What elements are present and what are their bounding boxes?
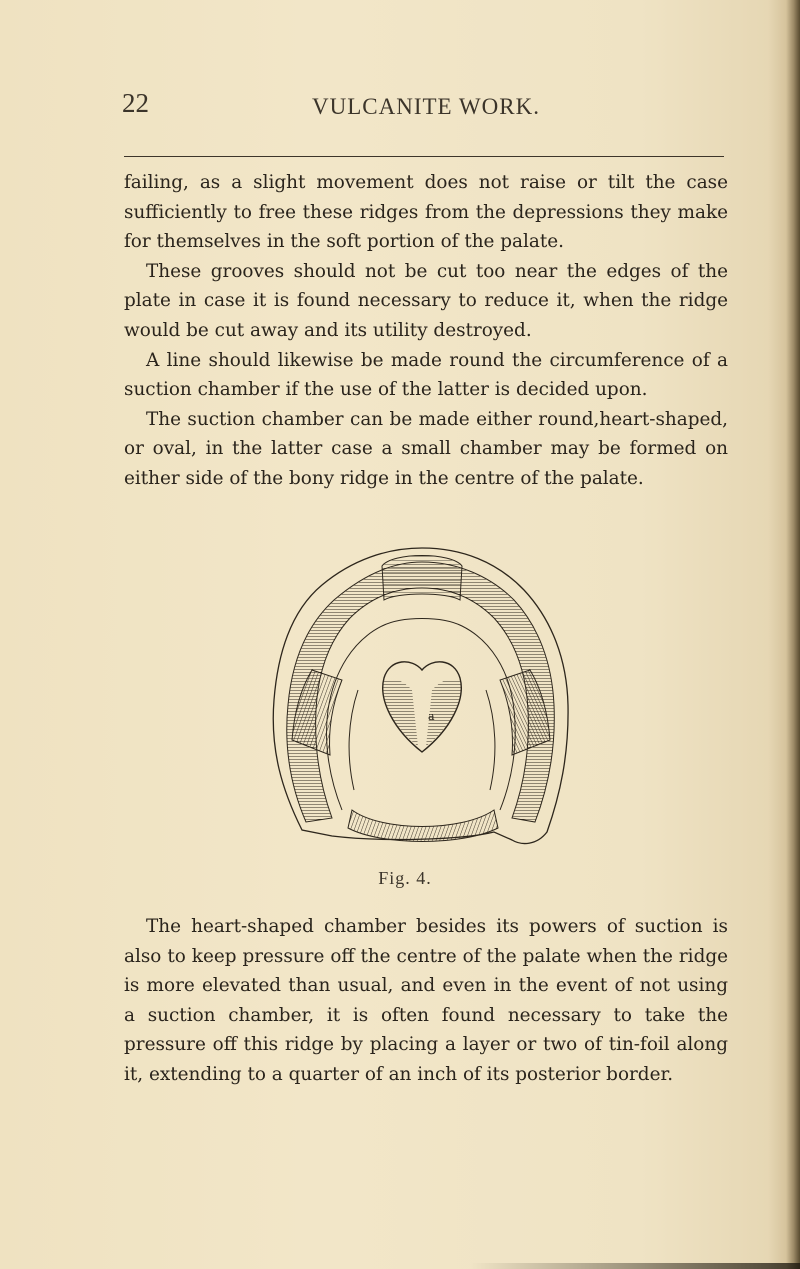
page-number: 22	[122, 88, 149, 118]
incisor-block	[382, 556, 462, 601]
page-header	[0, 88, 800, 128]
spine-shadow	[786, 0, 800, 1269]
paragraph: A line should likewise be made round the circumference of a suction chamber if the use of the latter is decided upon.	[124, 349, 728, 401]
posterior-band	[348, 810, 498, 842]
figure-label-a: a	[428, 710, 435, 723]
body-text-top	[124, 168, 728, 494]
palate-plate-illustration	[262, 540, 576, 854]
header-rule	[124, 156, 724, 157]
running-title: VULCANITE WORK.	[312, 94, 540, 119]
paragraph: failing, as a slight movement does not raise or tilt the case sufficiently to free these ridges from the depressions they make for themselves in the soft portion of the palate.	[124, 172, 728, 253]
body-text-bottom	[124, 912, 728, 1090]
paragraph: The heart-shaped chamber besides its powers of suction is also to keep pressure off the centre of the palate when the ridge is more elevated than usual, and even in the event of not using a suction chamber, it is often found necessary to take the pressure off this ridge by placing a layer or two of tin-foil along it, extending to a quarter of an inch of its posterior border.	[124, 916, 728, 1085]
right-groove	[486, 690, 495, 790]
left-groove	[349, 690, 358, 790]
paragraph: These grooves should not be cut too near the edges of the plate in case it is found necessary to reduce it, when the ridge would be cut away and its utility destroyed.	[124, 260, 728, 341]
figure-caption: Fig. 4.	[378, 868, 432, 888]
palate-inner	[327, 619, 516, 811]
page-bottom-edge	[470, 1263, 800, 1269]
paragraph: The suction chamber can be made either round,heart-shaped, or oval, in the latter case a small chamber may be formed on either side of the bony ridge in the centre of the palate.	[124, 408, 728, 489]
